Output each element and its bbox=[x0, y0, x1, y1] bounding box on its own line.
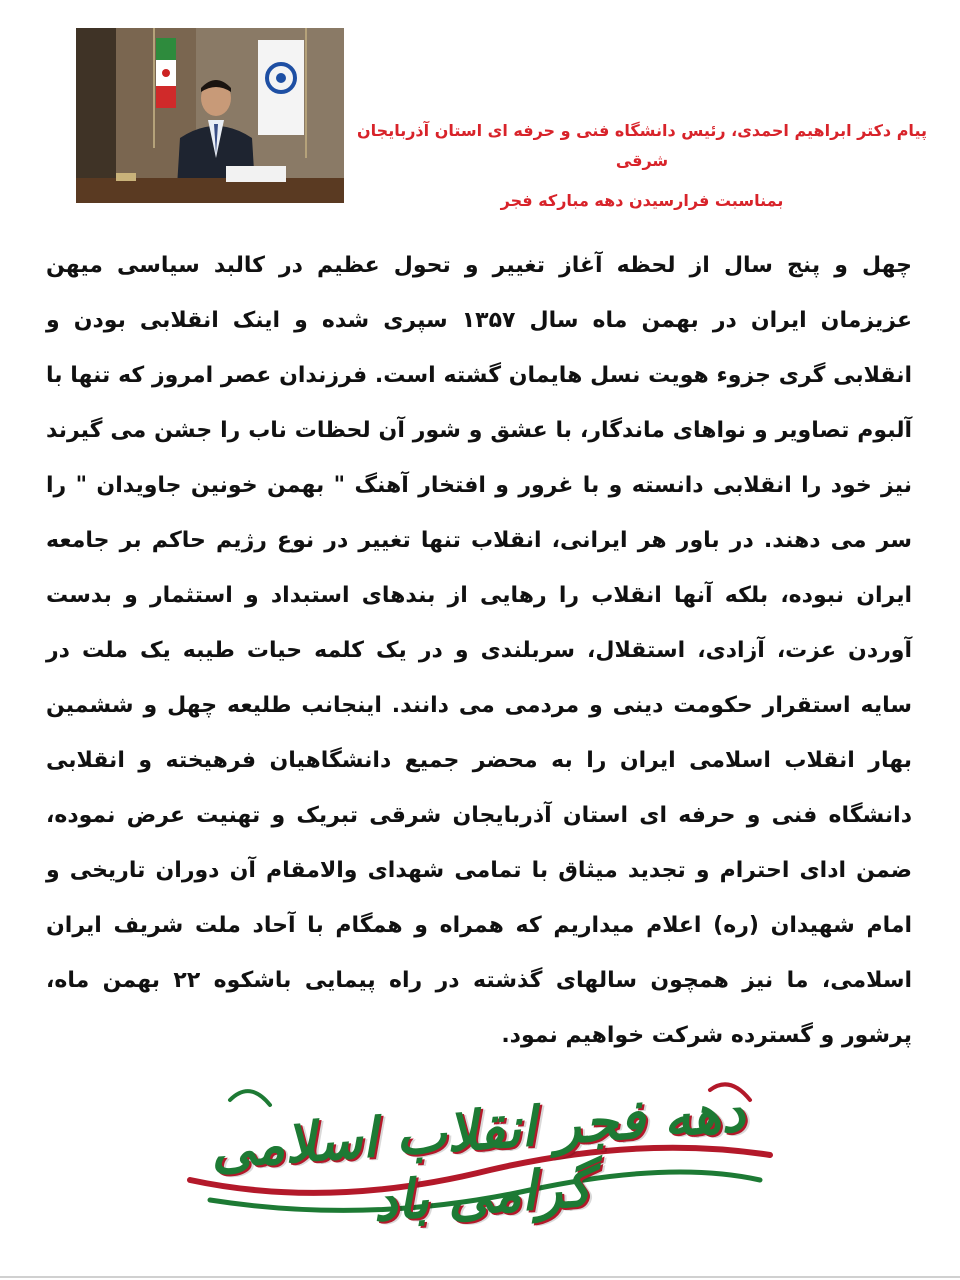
calligraphy-banner bbox=[170, 1060, 790, 1234]
message-heading bbox=[352, 116, 932, 216]
heading-title: پیام دکتر ابراهیم احمدی، رئیس دانشگاه فنی و حرفه ای استان آذربایجان شرقی bbox=[357, 121, 927, 170]
bottom-divider bbox=[0, 1276, 960, 1278]
message-body: چهل و پنج سال از لحظه آغاز تغییر و تحول عظیم در کالبد سیاسی میهن عزیزمان ایران در بهمن ماه سال ۱۳۵۷ سپری شده و اینک انقلابی بودن و انقلابی گری جزوء هویت نسل هایمان گشته است. فرزندان عصر امروز که تنها با آلبوم تصاویر و نواهای ماندگار، با عشق و شور آن لحظات ناب را جشن می گیرند نیز خود را انقلابی دانسته و با غرور و افتخار آهنگ " بهمن خونین جاویدان " را سر می دهند. در باور هر ایرانی، انقلاب تنها تغییر در نوع رژیم حاکم بر جامعه ایران نبوده، بلکه آنها انقلاب را رهایی از بندهای استبداد و استثمار و بدست آوردن عزت، آزادی، استقلال، سربلندی و در یک کلمه حیات طیبه یک ملت در سایه استقرار حکومت دینی و مردمی می دانند. اینجانب طلیعه چهل و ششمین بهار انقلاب اسلامی ایران را به محضر جمیع دانشگاهیان فرهیخته و انقلابی دانشگاه فنی و حرفه ای استان آذربایجان شرقی تبریک و تهنیت عرض نموده، ضمن ادای احترام و تجدید میثاق با تمامی شهدای والامقام آن دوران تاریخی و امام شهیدان (ره) اعلام میداریم که همراه و همگام با آحاد ملت شریف ایران اسلامی، ما نیز همچون سالهای گذشته در راه پیمایی باشکوه ۲۲ بهمن ماه، پرشور و گسترده شرکت خواهیم نمود. bbox=[46, 253, 912, 1048]
heading-subtitle: بمناسبت فرارسیدن دهه مبارکه فجر bbox=[500, 191, 784, 210]
calligraphy-text: دهه فجر انقلاب اسلامی گرامی باد bbox=[208, 1079, 747, 1234]
portrait-photo bbox=[76, 28, 344, 203]
